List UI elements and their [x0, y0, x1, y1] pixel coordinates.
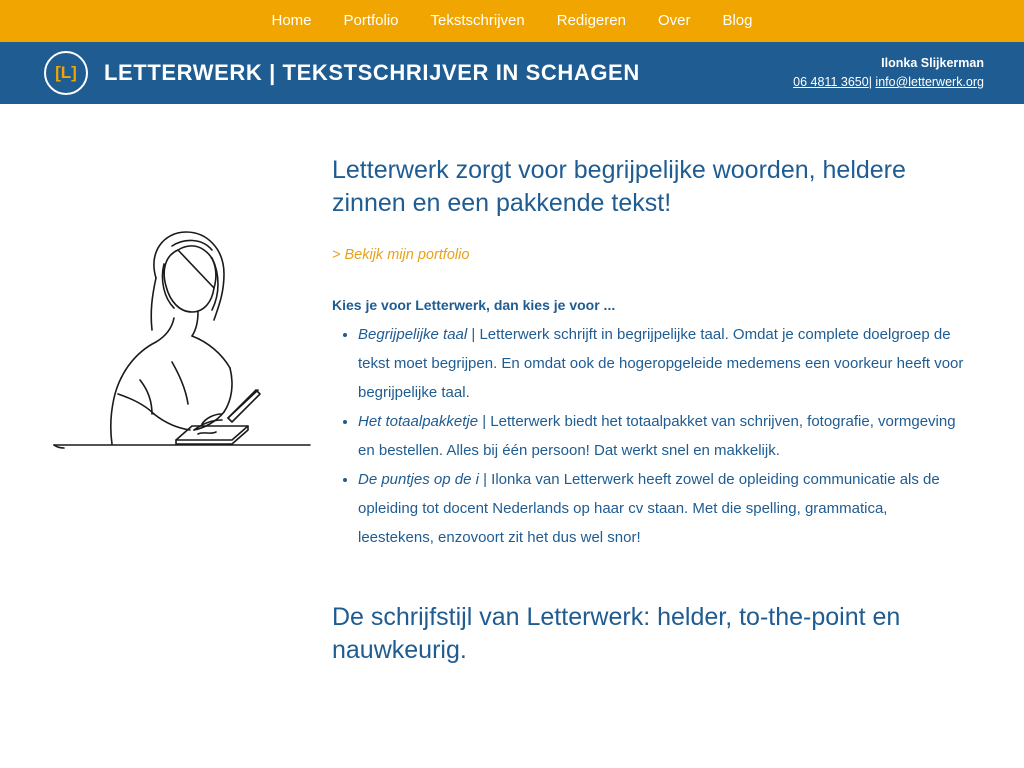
list-item-body: | Letterwerk biedt het totaalpakket van schrijven, fotografie, vormgeving en bestellen. Alles bij één persoon! Dat werkt snel en makkelijk.: [358, 412, 956, 459]
contact-name: Ilonka Slijkerman: [881, 56, 984, 71]
page-title: LETTERWERK | TEKSTSCHRIJVER IN SCHAGEN: [104, 60, 640, 85]
primary-navigation: [0, 0, 1024, 42]
hero-illustration: [52, 154, 322, 667]
lead-paragraph: Kies je voor Letterwerk, dan kies je voor ...: [332, 297, 616, 313]
nav-item-portfolio[interactable]: Portfolio: [343, 12, 399, 29]
contact-block: [793, 54, 984, 92]
contact-phone-link[interactable]: 06 4811 3650: [793, 75, 869, 89]
list-item: [358, 466, 964, 553]
list-item: [358, 321, 964, 408]
logo-text: [L]: [55, 63, 77, 82]
hero-headline: Letterwerk zorgt voor begrijpelijke woorden, heldere zinnen en een pakkende tekst!: [332, 156, 906, 217]
site-header: [0, 42, 1024, 104]
benefits-list: [332, 321, 964, 553]
nav-item-home[interactable]: Home: [271, 12, 312, 29]
list-item-body: | Letterwerk schrijft in begrijpelijke taal. Omdat je complete doelgroep de tekst moet begrijpen. En omdat ook de hogeropgeleide medemens een voorkeur heeft voor begrijpelijke taal.: [358, 326, 964, 401]
list-item-term: De puntjes op de i: [358, 470, 479, 488]
logo-icon[interactable]: [44, 51, 88, 95]
main-content: [0, 104, 1024, 667]
contact-email-link[interactable]: info@letterwerk.org: [875, 75, 984, 89]
list-item-term: Het totaalpakketje: [358, 412, 479, 430]
nav-item-blog[interactable]: Blog: [722, 12, 753, 29]
portfolio-link[interactable]: > Bekijk mijn portfolio: [332, 247, 470, 263]
woman-writing-icon: [52, 212, 314, 462]
content-column: [322, 154, 964, 667]
nav-item-redigeren[interactable]: Redigeren: [556, 12, 626, 29]
section-subheadline: De schrijfstijl van Letterwerk: helder, to-the-point en nauwkeurig.: [332, 602, 901, 664]
list-item-term: Begrijpelijke taal: [358, 326, 468, 343]
contact-separator: |: [868, 75, 872, 89]
list-item: [358, 408, 964, 466]
nav-item-over[interactable]: Over: [657, 12, 691, 29]
nav-item-tekstschrijven[interactable]: Tekstschrijven: [430, 12, 525, 29]
list-item-body: | Ilonka van Letterwerk heeft zowel de opleiding communicatie als de opleiding tot docent Nederlands op haar cv staan. Met die spelling, grammatica, leestekens, enzovoort zit het dus wel snor!: [358, 470, 940, 546]
